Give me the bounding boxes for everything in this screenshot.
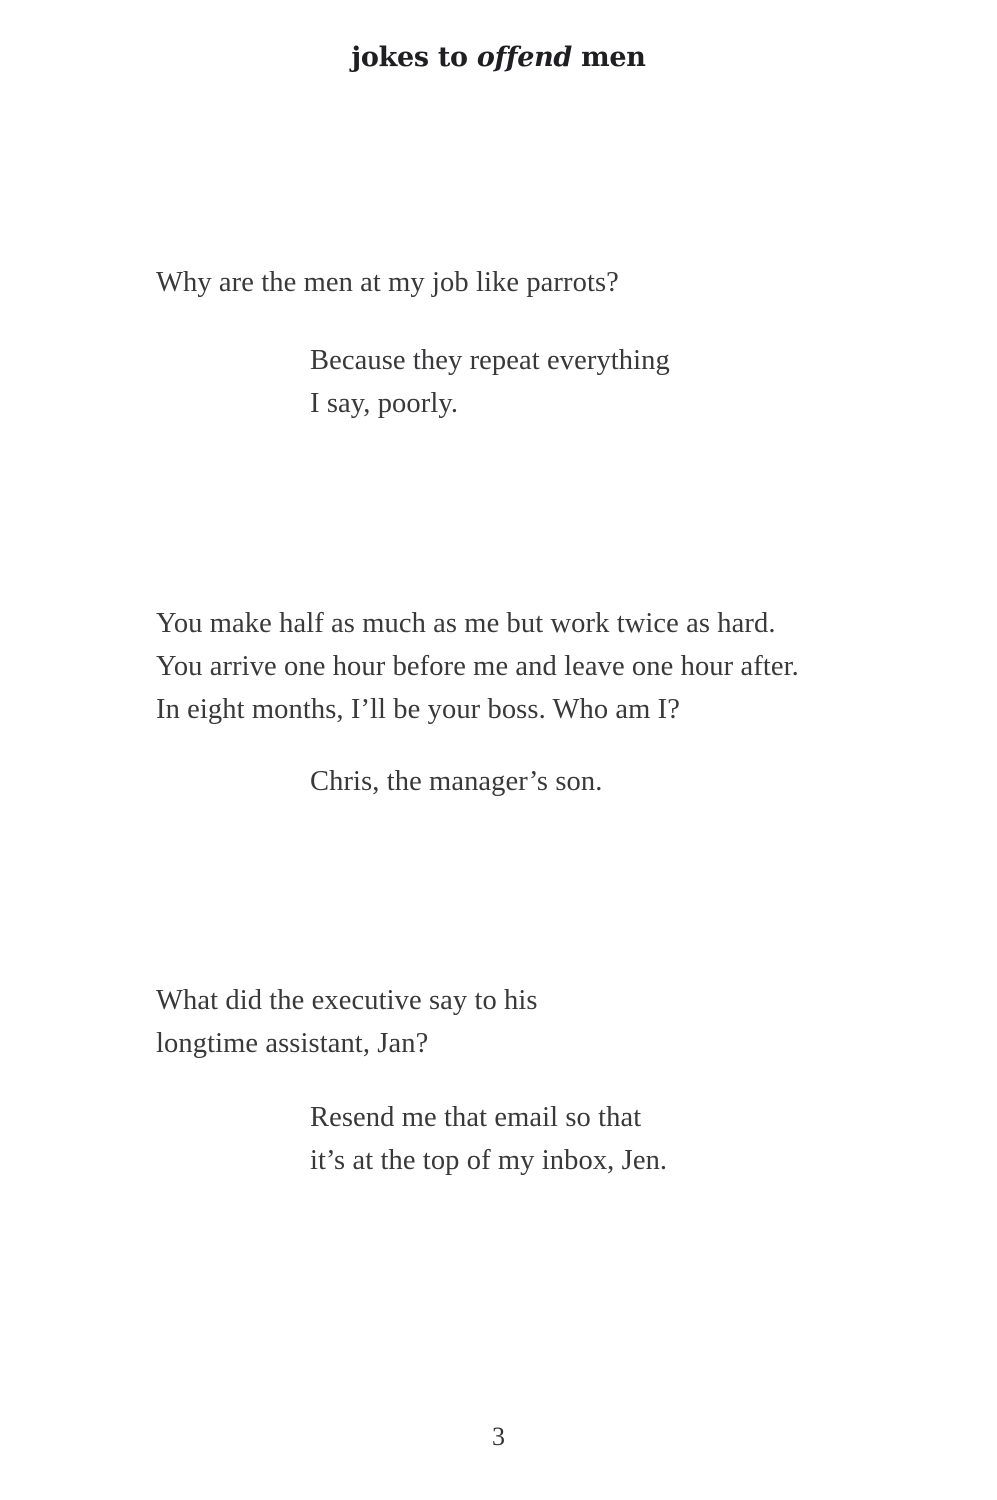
joke-3-answer-line-1: Resend me that email so that xyxy=(310,1102,642,1133)
joke-2-answer-line-1: Chris, the manager’s son. xyxy=(310,766,603,797)
joke-1-answer xyxy=(310,339,670,425)
header-word-men: men xyxy=(581,42,646,73)
page-number: 3 xyxy=(492,1422,505,1451)
joke-3-question xyxy=(156,979,538,1065)
running-header-title xyxy=(0,42,997,73)
joke-2-answer xyxy=(310,760,602,803)
joke-1-question-line-1: Why are the men at my job like parrots? xyxy=(156,267,619,298)
joke-1-answer-line-2: I say, poorly. xyxy=(310,388,459,419)
joke-2-question-line-2: You arrive one hour before me and leave one hour after. xyxy=(156,651,799,682)
joke-3-question-line-1: What did the executive say to his xyxy=(156,985,538,1016)
joke-2-question xyxy=(156,602,799,731)
joke-3-answer xyxy=(310,1096,667,1182)
header-word-offend: offend xyxy=(476,42,572,73)
joke-2-question-line-1: You make half as much as me but work twice as hard. xyxy=(156,608,776,639)
joke-2-question-line-3: In eight months, I’ll be your boss. Who am I? xyxy=(156,694,681,725)
joke-3-answer-line-2: it’s at the top of my inbox, Jen. xyxy=(310,1145,668,1176)
header-word-jokes-to: jokes to xyxy=(351,42,468,73)
joke-3-question-line-2: longtime assistant, Jan? xyxy=(156,1028,429,1059)
joke-1-question xyxy=(156,261,619,304)
joke-1-answer-line-1: Because they repeat everything xyxy=(310,345,670,376)
